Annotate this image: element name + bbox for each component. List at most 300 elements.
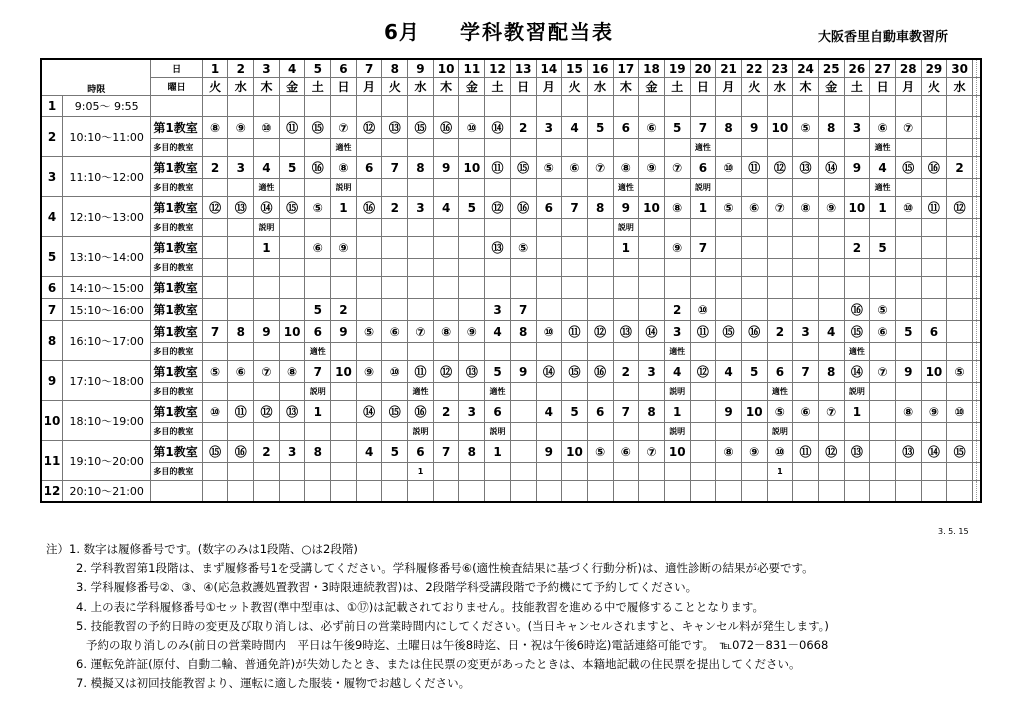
lesson-cell bbox=[459, 481, 485, 503]
multi-cell bbox=[202, 179, 228, 197]
lesson-cell: ⑯ bbox=[433, 117, 459, 139]
lesson-cell: 5 bbox=[741, 361, 767, 383]
multi-cell bbox=[690, 259, 716, 277]
multi-cell bbox=[716, 219, 742, 237]
lesson-cell bbox=[613, 481, 639, 503]
multi-cell: 説明 bbox=[408, 423, 434, 441]
multi-cell bbox=[510, 343, 536, 361]
multi-cell bbox=[536, 219, 562, 237]
lesson-cell bbox=[716, 237, 742, 259]
multi-cell bbox=[459, 179, 485, 197]
lesson-cell: ⑧ bbox=[716, 441, 742, 463]
multi-cell bbox=[433, 179, 459, 197]
multi-cell: 説明 bbox=[485, 423, 511, 441]
lesson-cell bbox=[510, 401, 536, 423]
period-row bbox=[41, 157, 981, 179]
period-row bbox=[41, 321, 981, 343]
day-number: 11 bbox=[459, 59, 485, 78]
lesson-cell bbox=[741, 299, 767, 321]
lesson-cell bbox=[716, 277, 742, 299]
lesson-cell: 4 bbox=[562, 117, 588, 139]
lesson-cell: ⑨ bbox=[331, 237, 357, 259]
lesson-cell bbox=[279, 96, 305, 117]
lesson-cell: 1 bbox=[331, 197, 357, 219]
spacer-cell bbox=[977, 481, 981, 503]
period-subrow bbox=[41, 259, 981, 277]
period-row bbox=[41, 441, 981, 463]
multi-cell bbox=[921, 463, 947, 481]
lesson-cell: 8 bbox=[408, 157, 434, 179]
multi-cell bbox=[639, 259, 665, 277]
spacer-cell bbox=[977, 321, 981, 343]
spacer-cell bbox=[977, 96, 981, 117]
lesson-cell bbox=[305, 481, 331, 503]
lesson-cell: 6 bbox=[536, 197, 562, 219]
note-3: 3. 学科履修番号②、③、④(応急救護処置教習・3時限連続教習)は、2段階学科受講段階で予約機にて予約してください。 bbox=[76, 580, 698, 595]
lesson-cell: 2 bbox=[331, 299, 357, 321]
lesson-cell: 3 bbox=[536, 117, 562, 139]
lesson-cell: 1 bbox=[305, 401, 331, 423]
multi-cell bbox=[305, 179, 331, 197]
lesson-cell bbox=[793, 237, 819, 259]
period-time: 12:10～13:00 bbox=[63, 197, 151, 237]
lesson-cell: ⑥ bbox=[741, 197, 767, 219]
lesson-cell: ⑥ bbox=[870, 117, 896, 139]
lesson-cell bbox=[639, 299, 665, 321]
room-label: 第1教室 bbox=[151, 321, 202, 343]
multi-cell bbox=[202, 259, 228, 277]
lesson-cell: 10 bbox=[844, 197, 870, 219]
lesson-cell bbox=[947, 277, 973, 299]
multi-cell bbox=[895, 259, 921, 277]
spacer-cell bbox=[977, 299, 981, 321]
room-label: 多目的教室 bbox=[151, 139, 202, 157]
multi-cell bbox=[664, 219, 690, 237]
multi-cell bbox=[793, 423, 819, 441]
weekday: 木 bbox=[254, 78, 280, 96]
lesson-cell: ⑥ bbox=[870, 321, 896, 343]
lesson-cell: ⑯ bbox=[356, 197, 382, 219]
lesson-cell: ⑥ bbox=[639, 117, 665, 139]
multi-cell: 適性 bbox=[664, 343, 690, 361]
lesson-cell bbox=[690, 441, 716, 463]
lesson-cell: ⑫ bbox=[202, 197, 228, 219]
spacer-cell bbox=[977, 423, 981, 441]
lesson-cell: 5 bbox=[895, 321, 921, 343]
multi-cell bbox=[228, 139, 254, 157]
lesson-cell bbox=[870, 401, 896, 423]
lesson-cell: 9 bbox=[741, 117, 767, 139]
multi-cell bbox=[870, 259, 896, 277]
lesson-cell: ⑫ bbox=[485, 197, 511, 219]
lesson-cell bbox=[228, 96, 254, 117]
multi-cell bbox=[664, 179, 690, 197]
lesson-cell bbox=[921, 481, 947, 503]
weekday: 金 bbox=[818, 78, 844, 96]
lesson-cell bbox=[382, 237, 408, 259]
lesson-cell bbox=[536, 277, 562, 299]
weekday: 木 bbox=[793, 78, 819, 96]
multi-cell: 適性 bbox=[485, 383, 511, 401]
multi-cell bbox=[485, 179, 511, 197]
day-number: 21 bbox=[716, 59, 742, 78]
lesson-cell: 1 bbox=[254, 237, 280, 259]
lesson-cell: ⑯ bbox=[408, 401, 434, 423]
notes-section bbox=[46, 540, 1006, 694]
lesson-cell: 3 bbox=[793, 321, 819, 343]
header-row-weekdays bbox=[41, 78, 981, 96]
lesson-cell: ⑩ bbox=[895, 197, 921, 219]
multi-cell bbox=[639, 423, 665, 441]
multi-cell bbox=[613, 463, 639, 481]
multi-cell bbox=[844, 463, 870, 481]
lesson-cell bbox=[767, 277, 793, 299]
period-row bbox=[41, 277, 981, 299]
period-number: 3 bbox=[41, 157, 63, 197]
lesson-cell bbox=[228, 237, 254, 259]
multi-cell bbox=[305, 259, 331, 277]
lesson-cell bbox=[279, 277, 305, 299]
multi-cell bbox=[562, 259, 588, 277]
multi-cell bbox=[433, 423, 459, 441]
lesson-cell: 7 bbox=[690, 117, 716, 139]
lesson-cell bbox=[844, 481, 870, 503]
lesson-cell: 8 bbox=[305, 441, 331, 463]
lesson-cell: ⑧ bbox=[895, 401, 921, 423]
multi-cell bbox=[536, 259, 562, 277]
lesson-cell: ⑬ bbox=[459, 361, 485, 383]
lesson-cell: ⑨ bbox=[921, 401, 947, 423]
schedule-table bbox=[40, 58, 982, 503]
spacer-cell bbox=[977, 59, 981, 78]
multi-cell: 説明 bbox=[664, 383, 690, 401]
lesson-cell: 4 bbox=[818, 321, 844, 343]
multi-cell bbox=[562, 383, 588, 401]
lesson-cell: ⑯ bbox=[228, 441, 254, 463]
multi-cell bbox=[228, 219, 254, 237]
lesson-cell: ⑭ bbox=[254, 197, 280, 219]
multi-cell bbox=[716, 139, 742, 157]
lesson-cell: 6 bbox=[356, 157, 382, 179]
lesson-cell: ⑮ bbox=[716, 321, 742, 343]
lesson-cell: 3 bbox=[228, 157, 254, 179]
multi-cell bbox=[408, 219, 434, 237]
lesson-cell: 10 bbox=[459, 157, 485, 179]
multi-cell bbox=[793, 383, 819, 401]
multi-cell bbox=[459, 139, 485, 157]
lesson-cell: ⑥ bbox=[613, 441, 639, 463]
lesson-cell bbox=[793, 96, 819, 117]
multi-cell bbox=[818, 383, 844, 401]
lesson-cell: ⑫ bbox=[254, 401, 280, 423]
lesson-cell: ⑬ bbox=[382, 117, 408, 139]
period-subrow bbox=[41, 423, 981, 441]
multi-cell bbox=[921, 259, 947, 277]
period-subrow bbox=[41, 179, 981, 197]
multi-cell bbox=[921, 383, 947, 401]
lesson-cell bbox=[433, 96, 459, 117]
lesson-cell: 4 bbox=[536, 401, 562, 423]
period-number: 8 bbox=[41, 321, 63, 361]
lesson-cell bbox=[254, 96, 280, 117]
note-7: 7. 模擬又は初回技能教習より、運転に適した服装・履物でお越しください。 bbox=[76, 676, 471, 691]
multi-cell bbox=[408, 179, 434, 197]
lesson-cell bbox=[767, 96, 793, 117]
lesson-cell bbox=[921, 117, 947, 139]
multi-cell bbox=[485, 343, 511, 361]
lesson-cell: ⑧ bbox=[793, 197, 819, 219]
room-empty bbox=[151, 96, 202, 117]
multi-cell bbox=[536, 343, 562, 361]
lesson-cell: ⑫ bbox=[587, 321, 613, 343]
day-number: 26 bbox=[844, 59, 870, 78]
period-row bbox=[41, 481, 981, 503]
period-time: 11:10～12:00 bbox=[63, 157, 151, 197]
weekday: 水 bbox=[587, 78, 613, 96]
lesson-cell: 9 bbox=[433, 157, 459, 179]
lesson-cell: ⑮ bbox=[947, 441, 973, 463]
lesson-cell bbox=[228, 277, 254, 299]
lesson-cell: ⑧ bbox=[433, 321, 459, 343]
multi-cell bbox=[664, 259, 690, 277]
lesson-cell: ⑩ bbox=[690, 299, 716, 321]
room-label: 第1教室 bbox=[151, 441, 202, 463]
multi-cell bbox=[690, 219, 716, 237]
note-5-continued: 予約の取り消しのみ(前日の営業時間内 平日は午後9時迄、土曜日は午後8時迄、日・祝は午後6時迄)電話連絡可能です。 ℡072－831－0668 bbox=[86, 638, 829, 653]
lesson-cell: ⑩ bbox=[382, 361, 408, 383]
lesson-cell bbox=[331, 481, 357, 503]
lesson-cell: ⑤ bbox=[870, 299, 896, 321]
lesson-cell: 5 bbox=[279, 157, 305, 179]
multi-cell bbox=[510, 423, 536, 441]
multi-cell bbox=[459, 219, 485, 237]
period-number: 7 bbox=[41, 299, 63, 321]
multi-cell bbox=[536, 179, 562, 197]
multi-cell bbox=[433, 139, 459, 157]
lesson-cell: 10 bbox=[921, 361, 947, 383]
day-number: 18 bbox=[639, 59, 665, 78]
multi-cell bbox=[510, 219, 536, 237]
lesson-cell: ⑤ bbox=[716, 197, 742, 219]
day-number: 17 bbox=[613, 59, 639, 78]
multi-cell bbox=[793, 179, 819, 197]
lesson-cell: ⑩ bbox=[202, 401, 228, 423]
weekday: 土 bbox=[844, 78, 870, 96]
lesson-cell: ⑬ bbox=[613, 321, 639, 343]
spacer-cell bbox=[977, 463, 981, 481]
lesson-cell bbox=[356, 481, 382, 503]
multi-cell bbox=[202, 219, 228, 237]
lesson-cell: 2 bbox=[202, 157, 228, 179]
multi-cell bbox=[639, 343, 665, 361]
multi-cell: 適性 bbox=[870, 139, 896, 157]
lesson-cell bbox=[562, 96, 588, 117]
lesson-cell bbox=[279, 481, 305, 503]
multi-cell bbox=[562, 179, 588, 197]
lesson-cell: ⑭ bbox=[818, 157, 844, 179]
multi-cell bbox=[485, 219, 511, 237]
day-number: 3 bbox=[254, 59, 280, 78]
period-time: 17:10～18:00 bbox=[63, 361, 151, 401]
period-time: 20:10～21:00 bbox=[63, 481, 151, 503]
lesson-cell bbox=[382, 299, 408, 321]
period-number: 5 bbox=[41, 237, 63, 277]
lesson-cell bbox=[947, 481, 973, 503]
lesson-cell: 7 bbox=[433, 441, 459, 463]
lesson-cell: 7 bbox=[690, 237, 716, 259]
multi-cell bbox=[433, 259, 459, 277]
lesson-cell bbox=[664, 96, 690, 117]
multi-cell bbox=[690, 383, 716, 401]
multi-cell bbox=[254, 259, 280, 277]
multi-cell bbox=[639, 463, 665, 481]
lesson-cell bbox=[459, 299, 485, 321]
weekday: 火 bbox=[921, 78, 947, 96]
room-label: 第1教室 bbox=[151, 299, 202, 321]
lesson-cell bbox=[331, 441, 357, 463]
lesson-cell: ⑤ bbox=[793, 117, 819, 139]
lesson-cell: ⑫ bbox=[690, 361, 716, 383]
lesson-cell bbox=[818, 237, 844, 259]
period-subrow bbox=[41, 463, 981, 481]
weekday: 土 bbox=[485, 78, 511, 96]
multi-cell bbox=[741, 259, 767, 277]
lesson-cell: 2 bbox=[254, 441, 280, 463]
room-label: 第1教室 bbox=[151, 401, 202, 423]
lesson-cell bbox=[895, 96, 921, 117]
room-empty bbox=[151, 481, 202, 503]
multi-cell bbox=[433, 343, 459, 361]
lesson-cell bbox=[459, 96, 485, 117]
period-subrow bbox=[41, 383, 981, 401]
lesson-cell bbox=[536, 299, 562, 321]
multi-cell bbox=[793, 219, 819, 237]
lesson-cell: ⑯ bbox=[587, 361, 613, 383]
lesson-cell bbox=[613, 299, 639, 321]
lesson-cell bbox=[639, 481, 665, 503]
multi-cell bbox=[767, 259, 793, 277]
lesson-cell: ⑬ bbox=[793, 157, 819, 179]
lesson-cell: ⑨ bbox=[356, 361, 382, 383]
day-number: 12 bbox=[485, 59, 511, 78]
multi-cell bbox=[844, 219, 870, 237]
lesson-cell bbox=[202, 237, 228, 259]
lesson-cell: 10 bbox=[562, 441, 588, 463]
multi-cell bbox=[459, 383, 485, 401]
lesson-cell bbox=[767, 299, 793, 321]
weekday: 月 bbox=[716, 78, 742, 96]
lesson-cell: ⑩ bbox=[459, 117, 485, 139]
lesson-cell: 2 bbox=[664, 299, 690, 321]
weekday: 月 bbox=[895, 78, 921, 96]
lesson-cell: ⑯ bbox=[510, 197, 536, 219]
multi-cell bbox=[356, 463, 382, 481]
period-row bbox=[41, 401, 981, 423]
page-title-month: 6月 bbox=[384, 20, 420, 44]
lesson-cell: 4 bbox=[485, 321, 511, 343]
lesson-cell bbox=[767, 237, 793, 259]
lesson-cell bbox=[793, 299, 819, 321]
multi-cell bbox=[382, 463, 408, 481]
lesson-cell bbox=[870, 481, 896, 503]
multi-cell bbox=[536, 463, 562, 481]
lesson-cell bbox=[690, 401, 716, 423]
multi-cell bbox=[716, 259, 742, 277]
room-label: 第1教室 bbox=[151, 197, 202, 219]
lesson-cell: ⑫ bbox=[433, 361, 459, 383]
multi-cell bbox=[202, 343, 228, 361]
lesson-cell bbox=[793, 481, 819, 503]
lesson-cell bbox=[741, 96, 767, 117]
lesson-cell: ⑥ bbox=[228, 361, 254, 383]
multi-cell bbox=[716, 383, 742, 401]
lesson-cell bbox=[382, 96, 408, 117]
multi-cell bbox=[382, 423, 408, 441]
lesson-cell bbox=[485, 481, 511, 503]
day-number: 8 bbox=[382, 59, 408, 78]
multi-cell bbox=[844, 179, 870, 197]
multi-cell bbox=[921, 179, 947, 197]
lesson-cell bbox=[895, 237, 921, 259]
spacer-cell bbox=[977, 383, 981, 401]
lesson-cell: 3 bbox=[844, 117, 870, 139]
multi-cell: 説明 bbox=[690, 179, 716, 197]
day-number: 15 bbox=[562, 59, 588, 78]
spacer-cell bbox=[977, 179, 981, 197]
multi-cell bbox=[254, 423, 280, 441]
period-row bbox=[41, 96, 981, 117]
multi-cell bbox=[690, 343, 716, 361]
lesson-cell bbox=[305, 96, 331, 117]
lesson-cell bbox=[844, 96, 870, 117]
lesson-cell bbox=[254, 299, 280, 321]
lesson-cell bbox=[331, 277, 357, 299]
multi-cell bbox=[433, 383, 459, 401]
day-number: 23 bbox=[767, 59, 793, 78]
lesson-cell: 6 bbox=[305, 321, 331, 343]
lesson-cell: ⑦ bbox=[767, 197, 793, 219]
period-number: 6 bbox=[41, 277, 63, 299]
lesson-cell bbox=[921, 299, 947, 321]
lesson-cell: ⑭ bbox=[536, 361, 562, 383]
lesson-cell: 6 bbox=[485, 401, 511, 423]
lesson-cell bbox=[202, 277, 228, 299]
lesson-cell: 9 bbox=[613, 197, 639, 219]
multi-cell: 1 bbox=[408, 463, 434, 481]
period-time: 18:10～19:00 bbox=[63, 401, 151, 441]
day-number: 28 bbox=[895, 59, 921, 78]
multi-cell bbox=[895, 179, 921, 197]
period-row bbox=[41, 117, 981, 139]
lesson-cell bbox=[433, 481, 459, 503]
lesson-cell bbox=[818, 277, 844, 299]
lesson-cell bbox=[895, 299, 921, 321]
lesson-cell: ⑤ bbox=[536, 157, 562, 179]
multi-cell: 説明 bbox=[613, 219, 639, 237]
multi-cell bbox=[382, 343, 408, 361]
spacer-cell bbox=[977, 78, 981, 96]
note-1: 注）1. 数字は履修番号です。(数字のみは1段階、○は2段階) bbox=[46, 542, 358, 556]
room-label: 多目的教室 bbox=[151, 259, 202, 277]
multi-cell bbox=[741, 219, 767, 237]
lesson-cell bbox=[510, 441, 536, 463]
lesson-cell bbox=[562, 277, 588, 299]
lesson-cell: ⑩ bbox=[536, 321, 562, 343]
lesson-cell bbox=[587, 299, 613, 321]
lesson-cell: ⑦ bbox=[331, 117, 357, 139]
lesson-cell bbox=[202, 299, 228, 321]
lesson-cell: 4 bbox=[870, 157, 896, 179]
